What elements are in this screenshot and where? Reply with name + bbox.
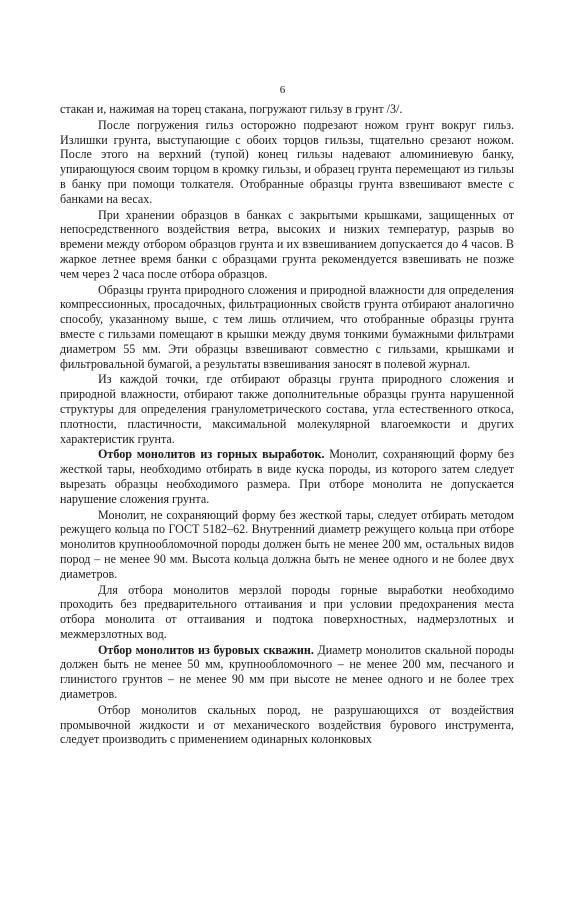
paragraph-text: Образцы грунта природного сложения и природной влажности для определения компрессионных, просадочных, фильтрационных свойств грунта отбирают аналогично способу, указанному выше, с тем лишь отличием, что отобранные образцы грунта вместе с гильзами помещают в крышки между двумя тонкими бумажными фильтрами диаметром 55 мм. Эти образцы взвешивают совместно с гильзами, крышками и фильтровальной бумагой, а результаты взвешивания заносят в полевой журнал. [60,282,514,371]
paragraph-borehole-monoliths [60,643,514,702]
paragraph-rock-coring [60,703,514,747]
paragraph-text: Монолит, не сохраняющий форму без жесткой тары, следует отбирать методом режущего кольца по ГОСТ 5182–62. Внутренний диаметр режущего кольца при отборе монолитов крупнообломочной породы должен быть не менее 200 мм, остальных видов пород – не менее 90 мм. Высота кольца должна быть не менее одного и не более двух диаметров. [60,507,514,581]
paragraph-mine-monoliths [60,447,514,506]
paragraph-frozen-rock [60,583,514,642]
page-number: 6 [279,84,286,96]
paragraph-text: стакан и, нажимая на торец стакана, погружают гильзу в грунт /3/. [60,102,403,116]
paragraph-natural-samples [60,283,514,372]
paragraph-text: Диаметр монолитов скальной породы должен быть не менее 50 мм, крупнообломочного – не менее 200 мм, песчаного и глинистого грунтов – не менее 90 мм при высоте не менее одного и не более трех диаметров. [60,642,514,702]
paragraph-text: Монолит, сохраняющий форму без жесткой тары, необходимо отбирать в виде куска породы, из которого затем следует вырезать образцы необходимого размера. При отборе монолита не допускается нарушение сложения грунта. [60,447,514,506]
section-heading: Отбор монолитов из горных выработок. [98,447,325,462]
paragraph-text: После погружения гильз осторожно подрезают ножом грунт вокруг гильз. Излишки грунта, выступающие с обоих торцов гильзы, тщательно срезают ножом. После этого на верхний (тупой) конец гильзы надевают алюминиевую банку, упирающуюся своим торцом в кромку гильзы, и образец грунта перемещают из гильзы в банку при помощи толкателя. Отобранные образцы грунта взвешивают вместе с банками на весах. [60,117,514,206]
section-heading: Отбор монолитов из буровых скважин. [98,642,314,657]
paragraph-text: Из каждой точки, где отбирают образцы грунта природного сложения и природной влажности, отбирают также дополнительные образцы грунта нарушенной структуры для определения гранулометрического состава, угла естественного откоса, плотности, пластичности, максимальной молекулярной влагоемкости и других характеристик грунта. [60,372,514,446]
paragraph-cutting-ring [60,508,514,582]
document-body [60,102,514,748]
paragraph-text: Для отбора монолитов мерзлой породы горные выработки необходимо проходить без предварительного оттаивания и при условии предохранения места отбора монолита от оттаивания и подтока поверхностных, надмерзлотных и межмерзлотных вод. [60,582,514,641]
paragraph-sleeve-trimming [60,118,514,207]
paragraph-storage [60,208,514,282]
paragraph-continuation [60,102,514,117]
paragraph-text: При хранении образцов в банках с закрытыми крышками, защищенных от непосредственного воздействия ветра, высоких и низких температур, разрыв во времени между отбором образцов грунта и их взвешиванием допускается до 4 часов. В жаркое летнее время банки с образцами грунта рекомендуется взвешивать не позже чем через 2 часа после отбора образцов. [60,207,514,281]
paragraph-text: Отбор монолитов скальных пород, не разрушающихся от воздействия промывочной жидкости и от механического воздействия бурового инструмента, следует производить с применением одинарных колонковых [60,702,514,747]
paragraph-additional-samples [60,372,514,446]
